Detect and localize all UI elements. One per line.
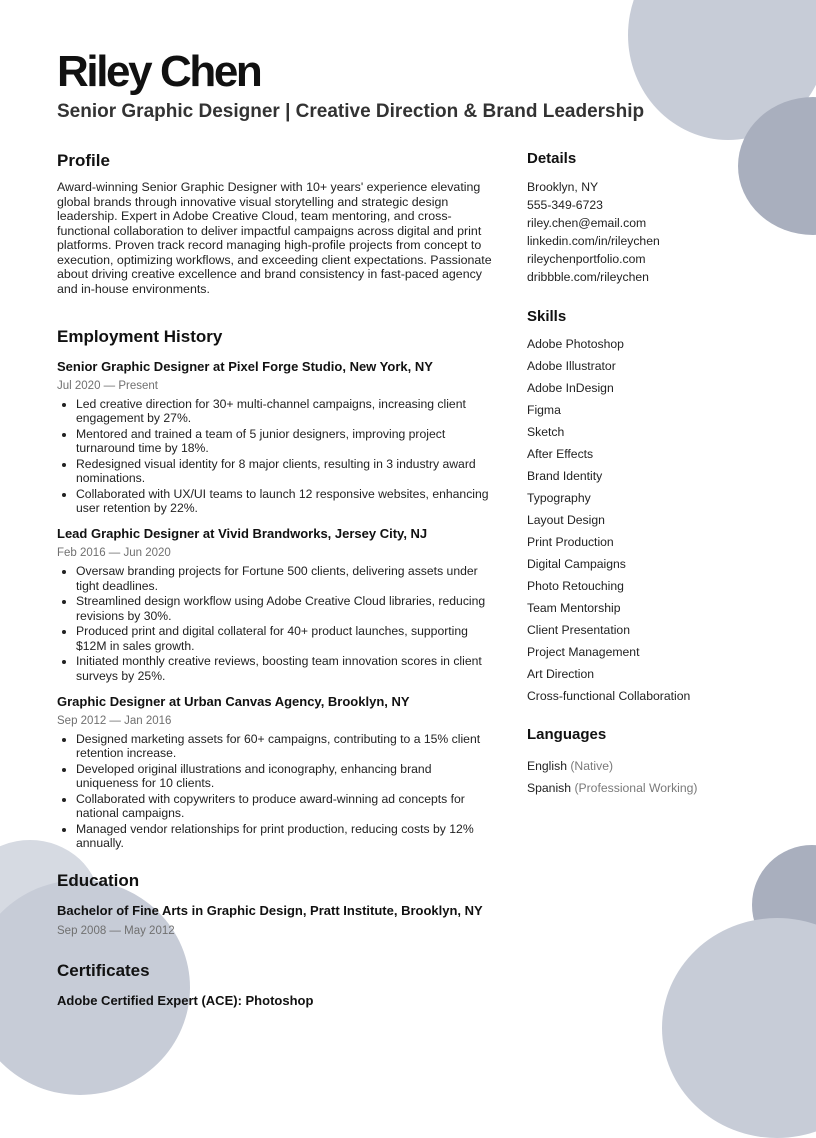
education-dates: Sep 2008 — May 2012 [57,925,175,938]
job-dates: Feb 2016 — Jun 2020 [57,547,171,560]
language-name: Spanish [527,781,572,795]
job-bullet: • Streamlined design workflow using Adobe Creative Cloud libraries, reducing revisions by 30%. [76,594,497,622]
skills-list [527,333,767,707]
details-heading: Details [527,150,577,167]
certificate-item: Adobe Certified Expert (ACE): Photoshop [57,993,314,1009]
job-dates: Jul 2020 — Present [57,380,159,392]
candidate-name: Riley Chen [57,47,261,96]
job-bullets [57,732,497,850]
employment-heading: Employment History [57,327,223,346]
job-title: Lead Graphic Designer at Vivid Brandworks, Jersey City, NJ [57,526,428,542]
language-name: English [527,759,567,773]
job-bullet: • Redesigned visual identity for 8 major clients, resulting in 3 industry award nominations. [76,457,497,485]
detail-dribbble[interactable]: dribbble.com/rileychen [527,270,649,284]
job-dates: Sep 2012 — Jan 2016 [57,714,172,727]
skill-item: Art Direction [527,667,595,681]
details-list [527,178,767,286]
skill-item: Figma [527,403,561,417]
job-bullet: • Led creative direction for 30+ multi-channel campaigns, increasing client engagement by 27%. [76,397,497,425]
skill-item: Client Presentation [527,623,630,637]
skill-item: After Effects [527,447,594,461]
detail-location: Brooklyn, NY [527,180,599,194]
profile-section [57,150,497,296]
main-column [57,150,497,1010]
detail-phone: 555-349-6723 [527,198,603,212]
job-bullet: • Managed vendor relationships for print production, reducing costs by 12% annually. [76,822,497,850]
job-entry [57,693,497,850]
certificates-heading: Certificates [57,961,150,981]
job-title: Graphic Designer at Urban Canvas Agency, Brooklyn, NY [57,693,410,709]
skill-item: Cross-functional Collaboration [527,689,691,703]
skill-item: Team Mentorship [527,601,621,615]
skill-item: Adobe InDesign [527,381,614,395]
skill-item: Adobe Photoshop [527,337,624,351]
job-entry [57,525,497,682]
job-bullet: • Collaborated with UX/UI teams to launch 12 responsive websites, enhancing user retention by 22%. [76,487,497,515]
languages-heading: Languages [527,726,607,743]
job-entry [57,358,497,515]
languages-section [527,725,767,799]
job-bullet: • Mentored and trained a team of 5 junior designers, improving project turnaround time by 18%. [76,427,497,455]
job-bullet: • Collaborated with copywriters to produce award-winning ad concepts for national campaigns. [76,792,497,820]
job-bullet: • Developed original illustrations and iconography, enhancing brand uniqueness for 10 clients. [76,762,497,790]
education-section [57,870,497,938]
sidebar-column [527,149,767,799]
job-bullets [57,564,497,682]
language-level: (Professional Working) [574,781,698,795]
skill-item: Layout Design [527,513,605,527]
certificates-section [57,960,497,1010]
job-bullet: • Designed marketing assets for 60+ campaigns, contributing to a 15% client retention increase. [76,732,497,760]
detail-linkedin[interactable]: linkedin.com/in/rileychen [527,234,660,248]
education-heading: Education [57,871,140,891]
language-item [527,755,767,777]
languages-list [527,755,767,799]
skill-item: Project Management [527,645,640,659]
detail-email[interactable]: riley.chen@email.com [527,216,647,230]
language-item [527,777,767,799]
detail-portfolio[interactable]: rileychenportfolio.com [527,252,646,266]
language-level: (Native) [570,759,614,773]
details-section [527,149,767,286]
education-title: Bachelor of Fine Arts in Graphic Design, Pratt Institute, Brooklyn, NY [57,903,483,919]
skill-item: Typography [527,491,591,505]
skill-item: Adobe Illustrator [527,359,616,373]
profile-heading: Profile [57,151,110,170]
skill-item: Print Production [527,535,614,549]
profile-text: Award-winning Senior Graphic Designer with 10+ years' experience elevating global brands through innovative visual storytelling and strategic design leadership. Expert in Adobe Creative Cloud, team mentoring, and cross-functional collaboration to deliver impactful campaigns across digital and print platforms. Proven track record managing high-profile projects from concept to execution, optimizing workflows, and exceeding client expectations. Passionate about driving creative excellence and brand consistency in fast-paced agency and in-house environments. [57,180,492,296]
skills-section [527,307,767,707]
job-title: Senior Graphic Designer at Pixel Forge Studio, New York, NY [57,359,433,374]
candidate-headline: Senior Graphic Designer | Creative Direction & Brand Leadership [57,101,645,122]
skill-item: Digital Campaigns [527,557,626,571]
skill-item: Sketch [527,425,565,439]
skills-heading: Skills [527,308,567,325]
skill-item: Photo Retouching [527,579,624,593]
job-bullet: • Initiated monthly creative reviews, boosting team innovation scores in client surveys by 25%. [76,654,497,682]
skill-item: Brand Identity [527,469,603,483]
job-bullets [57,397,497,515]
job-bullet: • Produced print and digital collateral for 40+ product launches, supporting $12M in sales growth. [76,624,497,652]
job-bullet: • Oversaw branding projects for Fortune 500 clients, delivering assets under tight deadlines. [76,564,497,592]
employment-section [57,326,497,850]
